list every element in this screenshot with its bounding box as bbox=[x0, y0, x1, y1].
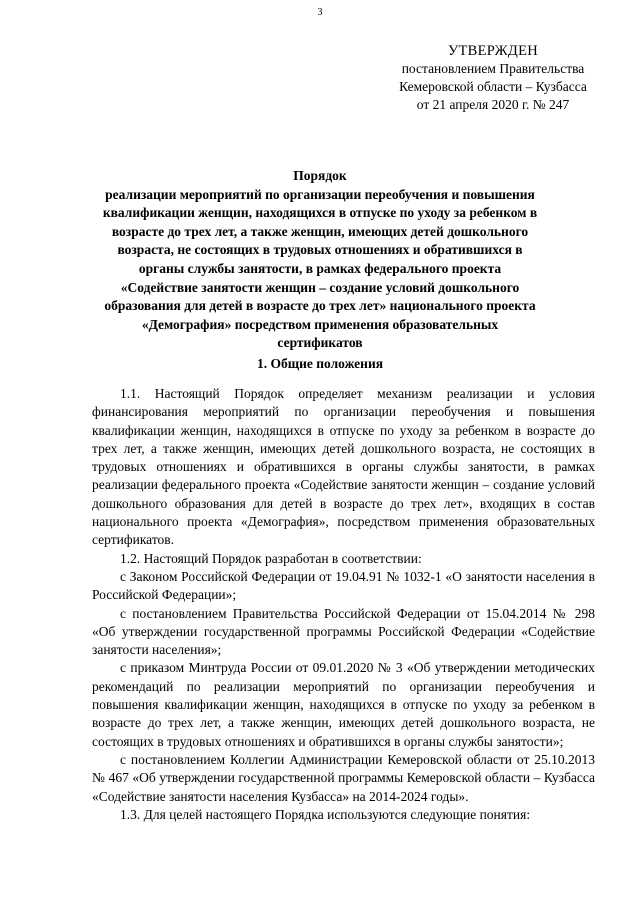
approval-block bbox=[383, 42, 603, 114]
paragraph-government-resolution: с постановлением Правительства Российской Федерации от 15.04.2014 № 298 «Об утверждении государственной программы Российской Федерации «Содействие занятости населения»; bbox=[92, 605, 595, 658]
paragraph-collegium-resolution: с постановлением Коллегии Администрации Кемеровской области от 25.10.2013 № 467 «Об утверждении государственной программы Кемеровской области – Кузбасса «Содействие занятости населения Кузбасса» на 2014-2024 годы». bbox=[92, 751, 595, 804]
approval-line: от 21 апреля 2020 г. № 247 bbox=[416, 97, 570, 112]
paragraph-1-2: 1.2. Настоящий Порядок разработан в соответствии: bbox=[120, 550, 422, 566]
title-heading: Порядок bbox=[293, 168, 347, 183]
paragraph-1-3: 1.3. Для целей настоящего Порядка используются следующие понятия: bbox=[120, 806, 531, 822]
page-number: 3 bbox=[317, 7, 323, 18]
section-body bbox=[92, 385, 595, 824]
section-heading: 1. Общие положения bbox=[256, 356, 384, 371]
approval-line: постановлением Правительства bbox=[401, 61, 585, 76]
paragraph-mintrud-order: с приказом Минтруда России от 09.01.2020 № 3 «Об утверждении методических рекомендаций по реализации мероприятий по организации переобучения и повышения квалификации женщин, находящихся в отпуске по уходу за ребенком в возрасте до трех лет, а также женщин, имеющих детей дошкольного возраста, не состоящих в трудовых отношениях и обратившихся в органы службы занятости»; bbox=[92, 660, 595, 749]
paragraph-law: с Законом Российской Федерации от 19.04.91 № 1032-1 «О занятости населения в Российской Федерации»; bbox=[92, 568, 595, 603]
document-title bbox=[100, 167, 540, 353]
title-body: реализации мероприятий по организации переобучения и повышения квалификации женщин, находящихся в отпуске по уходу за ребенком в возрасте до трех лет, а также женщин, имеющих детей дошкольного возраста, не состоящих в трудовых отношениях и обратившихся в органы службы занятости, в рамках федерального проекта «Содействие занятости женщин – создание условий дошкольного образования для детей в возрасте до трех лет» национального проекта «Демография» посредством применения образовательных сертификатов bbox=[102, 186, 538, 351]
approval-heading: УТВЕРЖДЕН bbox=[447, 43, 539, 59]
approval-line: Кемеровской области – Кузбасса bbox=[399, 79, 587, 94]
paragraph-1-1: 1.1. Настоящий Порядок определяет механизм реализации и условия финансирования мероприятий по организации переобучения и повышения квалификации женщин, находящихся в отпуске по уходу за ребенком в возрасте до трех лет, а также женщин, имеющих детей дошкольного возраста, не состоящих в трудовых отношениях и обратившихся в органы службы занятости, в рамках реализации федерального проекта «Содействие занятости женщин – создание условий дошкольного образования для детей в возрасте до трех лет», входящих в состав национального проекта «Демография», посредством применения образовательных сертификатов. bbox=[92, 386, 595, 548]
